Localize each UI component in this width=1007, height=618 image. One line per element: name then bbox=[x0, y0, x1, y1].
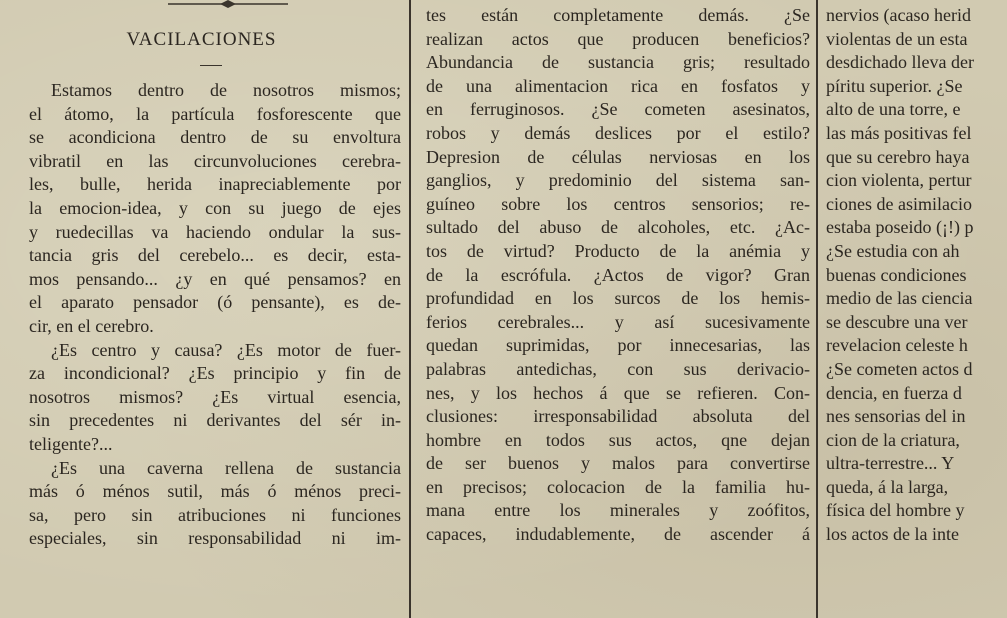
text-line: ultra-terrestre... Y bbox=[826, 453, 955, 474]
text-line: za incondicional? ¿Es principio y fin de bbox=[29, 363, 401, 384]
text-line: desdichado lleva der bbox=[826, 52, 974, 73]
text-line: los actos de la inte bbox=[826, 524, 959, 545]
text-line: Abundancia de sustancia gris; resultado bbox=[426, 52, 810, 73]
text-line: de una alimentacion rica en fosfatos y bbox=[426, 75, 810, 96]
text-line: alto de una torre, e bbox=[826, 99, 961, 120]
text-line: cir, en el cerebro. bbox=[29, 315, 154, 336]
text-line: revelacion celeste h bbox=[826, 335, 968, 356]
text-line: estaba poseido (¡!) p bbox=[826, 217, 974, 238]
text-line: ganglios, y predominio del sistema san- bbox=[426, 170, 810, 191]
column-right bbox=[823, 0, 1007, 618]
text-line: quedan suprimidas, por innecesarias, las bbox=[426, 335, 810, 356]
text-line: ferios cerebrales... y así sucesivamente bbox=[426, 311, 810, 332]
text-line: de la escrófula. ¿Actos de vigor? Gran bbox=[426, 264, 810, 285]
text-line: más ó ménos sutil, más ó ménos preci- bbox=[29, 481, 401, 502]
text-line: el átomo, la partícula fosforescente que bbox=[29, 103, 401, 124]
text-line: tancia gris del cerebelo... es decir, esta- bbox=[29, 245, 401, 266]
text-line: mos pensando... ¿y en qué pensamos? en bbox=[29, 268, 401, 289]
text-line: en precisos; colocacion de la familia hu- bbox=[426, 476, 810, 497]
text-line: que su cerebro haya bbox=[826, 146, 970, 167]
column-right-text bbox=[826, 4, 1007, 547]
text-line: profundidad en los surcos de los hemis- bbox=[426, 288, 810, 309]
text-line: buenas condiciones bbox=[826, 264, 967, 285]
text-line: clusiones: irresponsabilidad absoluta del bbox=[426, 406, 810, 427]
text-line: tes están completamente demás. ¿Se bbox=[426, 5, 810, 25]
text-line: realizan actos que producen beneficios? bbox=[426, 28, 810, 49]
column-divider-1 bbox=[409, 0, 411, 618]
text-line: queda, á la larga, bbox=[826, 476, 949, 497]
text-line: cion violenta, pertur bbox=[826, 170, 972, 191]
text-line: hombre en todos sus actos, qne dejan bbox=[426, 429, 810, 450]
text-line: mana entre los minerales y zoófitos, bbox=[426, 500, 810, 521]
column-divider-2 bbox=[816, 0, 818, 618]
article-title: VACILACIONES bbox=[126, 29, 277, 50]
text-line: se descubre una ver bbox=[826, 311, 968, 332]
title-ornament bbox=[168, 0, 288, 10]
text-line: nes sensorias del in bbox=[826, 406, 966, 427]
text-line: sultado del abuso de alcoholes, etc. ¿Ac- bbox=[426, 217, 810, 238]
text-line: ¿Se cometen actos d bbox=[826, 358, 973, 379]
text-line: tos de virtud? Producto de la anémia y bbox=[426, 240, 810, 261]
text-line: píritu superior. ¿Se bbox=[826, 75, 963, 96]
text-line: cion de la criatura, bbox=[826, 429, 960, 450]
text-line: nosotros mismos? ¿Es virtual esencia, bbox=[29, 386, 401, 407]
column-middle bbox=[414, 0, 810, 618]
text-line: se acondiciona dentro de su envoltura bbox=[29, 127, 401, 148]
text-line: ¿Se estudia con ah bbox=[826, 240, 960, 261]
text-line: ¿Es centro y causa? ¿Es motor de fuer- bbox=[51, 339, 401, 360]
text-line: ¿Es una caverna rellena de sustancia bbox=[51, 457, 401, 478]
column-left bbox=[0, 0, 403, 618]
text-line: ciones de asimilacio bbox=[826, 193, 972, 214]
text-line: la emocion-idea, y con su juego de ejes bbox=[29, 197, 401, 218]
text-line: en ferruginosos. ¿Se cometen asesinatos, bbox=[426, 99, 810, 120]
text-line: las más positivas fel bbox=[826, 122, 972, 143]
title-divider bbox=[200, 65, 222, 66]
text-line: de ser buenos y malos para convertirse bbox=[426, 453, 810, 474]
text-line: Depresion de células nerviosas en los bbox=[426, 146, 810, 167]
text-line: sa, pero sin atribuciones ni funciones bbox=[29, 504, 401, 525]
text-line: violentas de un esta bbox=[826, 28, 968, 49]
text-line: capaces, indudablemente, de ascender á bbox=[426, 524, 810, 545]
text-line: física del hombre y bbox=[826, 500, 965, 521]
text-line: especiales, sin responsabilidad ni im- bbox=[29, 528, 401, 549]
text-line: robos y demás deslices por el estilo? bbox=[426, 122, 810, 143]
text-line: Estamos dentro de nosotros mismos; bbox=[51, 80, 401, 100]
text-line: y ruedecillas va haciendo ondular la sus- bbox=[29, 221, 401, 242]
text-line: sin precedentes ni derivantes del sér in- bbox=[29, 410, 401, 431]
text-line: el aparato pensador (ó pensante), es de- bbox=[29, 292, 401, 313]
text-line: guíneo sobre los centros sensorios; re- bbox=[426, 193, 810, 214]
text-line: vibratil en las circunvoluciones cerebra- bbox=[29, 150, 401, 171]
text-line: nes, y los hechos á que se refieren. Con- bbox=[426, 382, 810, 403]
text-line: nervios (acaso herid bbox=[826, 5, 971, 25]
column-left-text bbox=[29, 79, 401, 551]
text-line: dencia, en fuerza d bbox=[826, 382, 962, 403]
text-line: palabras antedichas, con sus derivacio- bbox=[426, 358, 810, 379]
text-line: les, bulle, herida inapreciablemente por bbox=[29, 174, 401, 195]
text-line: medio de las ciencia bbox=[826, 288, 973, 309]
column-middle-text bbox=[426, 4, 810, 547]
text-line: teligente?... bbox=[29, 433, 113, 454]
